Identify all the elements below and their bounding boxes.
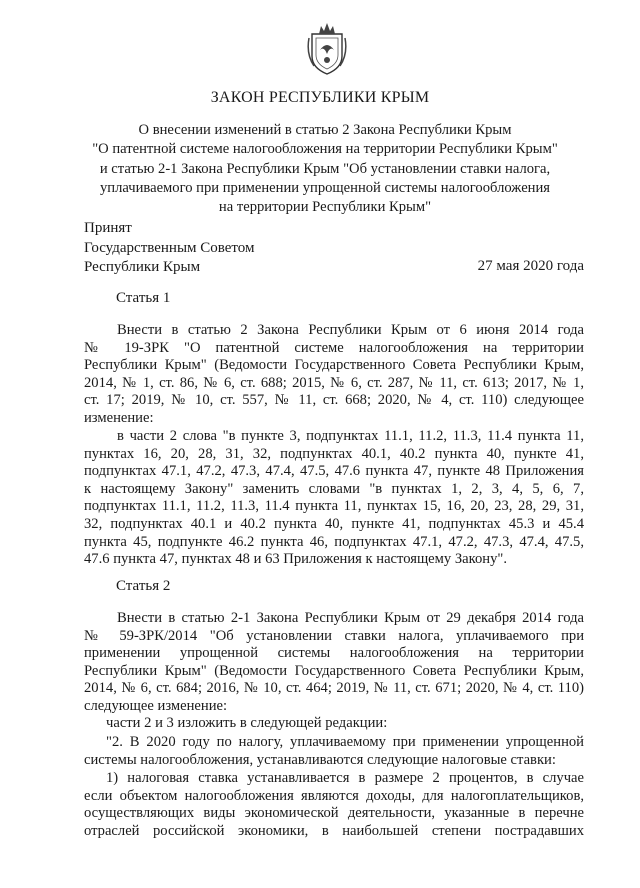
crimea-coat-of-arms-icon	[306, 20, 348, 76]
text-line: 2014, № 1, ст. 86, № 6, ст. 688; 2015, № 6, ст. 287, № 11, ст. 613; 2017, № 1,	[84, 374, 584, 391]
text-line: отраслей российской экономики, в наибольшей степени пострадавших	[84, 822, 584, 839]
article-2-paragraph-4	[84, 770, 584, 840]
text-line: 47.6 пункта 47, пунктах 48 и 63 Приложения к настоящему Закону".	[84, 551, 507, 568]
article-1-paragraph-1	[84, 322, 584, 428]
article-1-heading: Статья 1	[116, 290, 171, 306]
text-line: изменение:	[84, 409, 154, 426]
text-line: 1) налоговая ставка устанавливается в размере 2 процентов, в случае	[106, 770, 584, 786]
subtitle-line: и статью 2-1 Закона Республики Крым "Об установлении ставки налога,	[99, 160, 551, 177]
article-2-paragraph-3	[84, 734, 584, 769]
text-line: Республики Крым" (Ведомости Государственного Совета Республики Крым,	[84, 357, 584, 374]
document-subtitle	[60, 121, 590, 217]
text-line: в части 2 слова "в пункте 3, подпунктах 11.1, 11.2, 11.3, 11.4 пункта 11,	[117, 428, 584, 444]
article-1-paragraph-2	[84, 428, 584, 569]
article-2-paragraph-2	[84, 715, 584, 733]
document-title: ЗАКОН РЕСПУБЛИКИ КРЫМ	[210, 89, 430, 106]
text-line: части 2 и 3 изложить в следующей редакции:	[106, 715, 388, 731]
text-line: ст. 17; 2019, № 10, ст. 557, № 11, ст. 668; 2020, № 4, ст. 110) следующее	[84, 392, 584, 409]
adoption-line: Республики Крым	[84, 259, 201, 275]
text-line: осуществляющих виды экономической деятельности, указанные в перечне	[84, 805, 584, 822]
subtitle-line: "О патентной системе налогообложения на территории Республики Крым"	[92, 141, 558, 158]
text-line: системы налогообложения, устанавливаются следующие налоговые ставки:	[84, 751, 556, 768]
adoption-block	[84, 219, 255, 278]
text-line: № 59-ЗРК/2014 "Об установлении ставки налога, уплачиваемого при	[84, 627, 584, 644]
text-line: 2014, № 6, ст. 684; 2016, № 10, ст. 464; 2019, № 11, ст. 671; 2020, № 4, ст. 110)	[84, 680, 584, 697]
article-2-paragraph-1	[84, 610, 584, 716]
text-line: № 19-ЗРК "О патентной системе налогообложения на территории	[84, 339, 584, 356]
article-2-heading: Статья 2	[116, 578, 171, 594]
text-line: "2. В 2020 году по налогу, уплачиваемому при применении упрощенной	[106, 734, 584, 750]
text-line: пункта 45, подпункте 46.2 пункта 46, подпунктах 47.1, 47.2, 47.3, 47.4, 47.5,	[84, 533, 584, 550]
subtitle-line: на территории Республики Крым"	[218, 199, 432, 216]
text-line: 32, подпунктах 40.1 и 40.2 пункта 40, пункте 41, подпунктах 45.3 и 45.4	[84, 515, 584, 532]
text-line: подпунктах 47.1, 47.2, 47.3, 47.4, 47.5, 47.6 пункта 47, пункте 48 Приложения	[84, 463, 584, 480]
text-line: следующее изменение:	[84, 697, 228, 714]
text-line: к настоящему Закону" заменить словами "в пунктах 1, 2, 3, 4, 5, 6, 7,	[84, 480, 584, 497]
text-line: подпунктах 11.1, 11.2, 11.3, 11.4 пункта 11, пунктах 15, 16, 20, 23, 28, 29, 31,	[84, 498, 584, 515]
subtitle-line: О внесении изменений в статью 2 Закона Республики Крым	[138, 122, 512, 138]
text-line: пунктах 16, 20, 28, 31, 32, подпунктах 40.1, 40.2 пункта 40, пункте 41,	[84, 445, 584, 462]
text-line: если объектом налогообложения являются доходы, для налогоплательщиков,	[84, 787, 584, 804]
adoption-line: Принят	[84, 220, 132, 236]
text-line: Республики Крым" (Ведомости Государственного Совета Республики Крым,	[84, 662, 584, 679]
adoption-line: Государственным Советом	[84, 239, 255, 256]
text-line: Внести в статью 2-1 Закона Республики Крым от 29 декабря 2014 года	[117, 610, 584, 626]
text-line: Внести в статью 2 Закона Республики Крым от 6 июня 2014 года	[117, 322, 584, 338]
subtitle-line: уплачиваемого при применении упрощенной системы налогообложения	[99, 179, 551, 196]
adoption-date: 27 мая 2020 года	[477, 258, 584, 274]
text-line: применении упрощенной системы налогообложения на территории	[84, 645, 584, 662]
